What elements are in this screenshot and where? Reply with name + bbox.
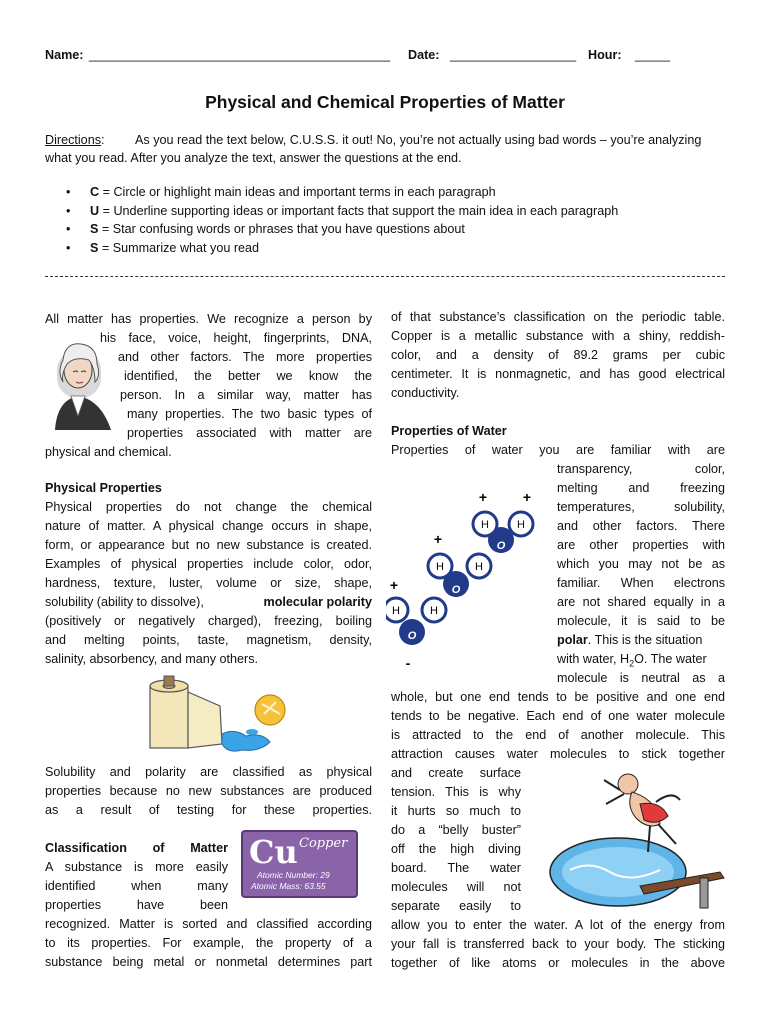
- term-polar: polar: [557, 633, 588, 647]
- copper-element-card: Cu Copper Atomic Number: 29 Atomic Mass: 63.55: [241, 830, 358, 898]
- svg-text:O: O: [407, 630, 417, 642]
- directions-label: Directions: [45, 133, 101, 147]
- water-paragraph-line: Properties of water you are familiar with are: [391, 443, 725, 457]
- hydrogen-label: H: [481, 519, 489, 531]
- svg-text:H: H: [430, 605, 438, 617]
- directions-text-2: what you read. After you analyze the text, answer the questions at the end.: [45, 151, 462, 165]
- date-label: Date:: [408, 48, 440, 62]
- svg-text:+: +: [433, 531, 443, 547]
- hour-field[interactable]: _____: [635, 48, 671, 62]
- paper-towel-image: [142, 672, 302, 756]
- svg-text:H: H: [475, 561, 483, 573]
- svg-text:H: H: [517, 519, 525, 531]
- name-label: Name:: [45, 48, 84, 62]
- section-heading-water: Properties of Water: [391, 424, 507, 438]
- page-title: Physical and Chemical Properties of Matter: [205, 92, 565, 112]
- oxygen-label: O: [496, 540, 506, 552]
- water-molecules-diagram: [386, 486, 551, 670]
- svg-text:+: +: [478, 489, 488, 505]
- list-item: • C = Circle or highlight main ideas and important terms in each paragraph: [66, 183, 726, 202]
- svg-text:+: +: [522, 489, 532, 505]
- svg-text:O: O: [451, 584, 461, 596]
- svg-text:H: H: [436, 561, 444, 573]
- diver-pool-image: [540, 760, 730, 912]
- list-item: • S = Summarize what you read: [66, 239, 726, 258]
- svg-text:H: H: [392, 605, 400, 617]
- name-field[interactable]: ___________________________________________: [89, 48, 391, 62]
- svg-text:+: +: [389, 577, 399, 593]
- list-item: • U = Underline supporting ideas or important facts that support the main idea in each paragraph: [66, 202, 726, 221]
- cuss-list: [66, 183, 726, 257]
- directions: Directions: As you read the text below, C.U.S.S. it out! No, you’re not actually using bad words – you’re analyzing what you read. After you analyze the text, answer the questions at the end.: [45, 131, 730, 167]
- directions-text-1: As you read the text below, C.U.S.S. it out! No, you’re not actually using bad words – you’re analyzing: [135, 133, 702, 147]
- water-formula-text: with water, $H_2O$. The water: [557, 652, 707, 669]
- section-heading-physical: Physical Properties: [45, 481, 162, 495]
- term-molecular-polarity: molecular polarity: [263, 595, 372, 609]
- divider: [45, 276, 725, 277]
- hour-label: Hour:: [588, 48, 622, 62]
- section-heading-classification: Classification of Matter: [45, 841, 228, 855]
- svg-text:-: -: [405, 655, 411, 670]
- date-field[interactable]: __________________: [450, 48, 577, 62]
- list-item: • S = Star confusing words or phrases that you have questions about: [66, 220, 726, 239]
